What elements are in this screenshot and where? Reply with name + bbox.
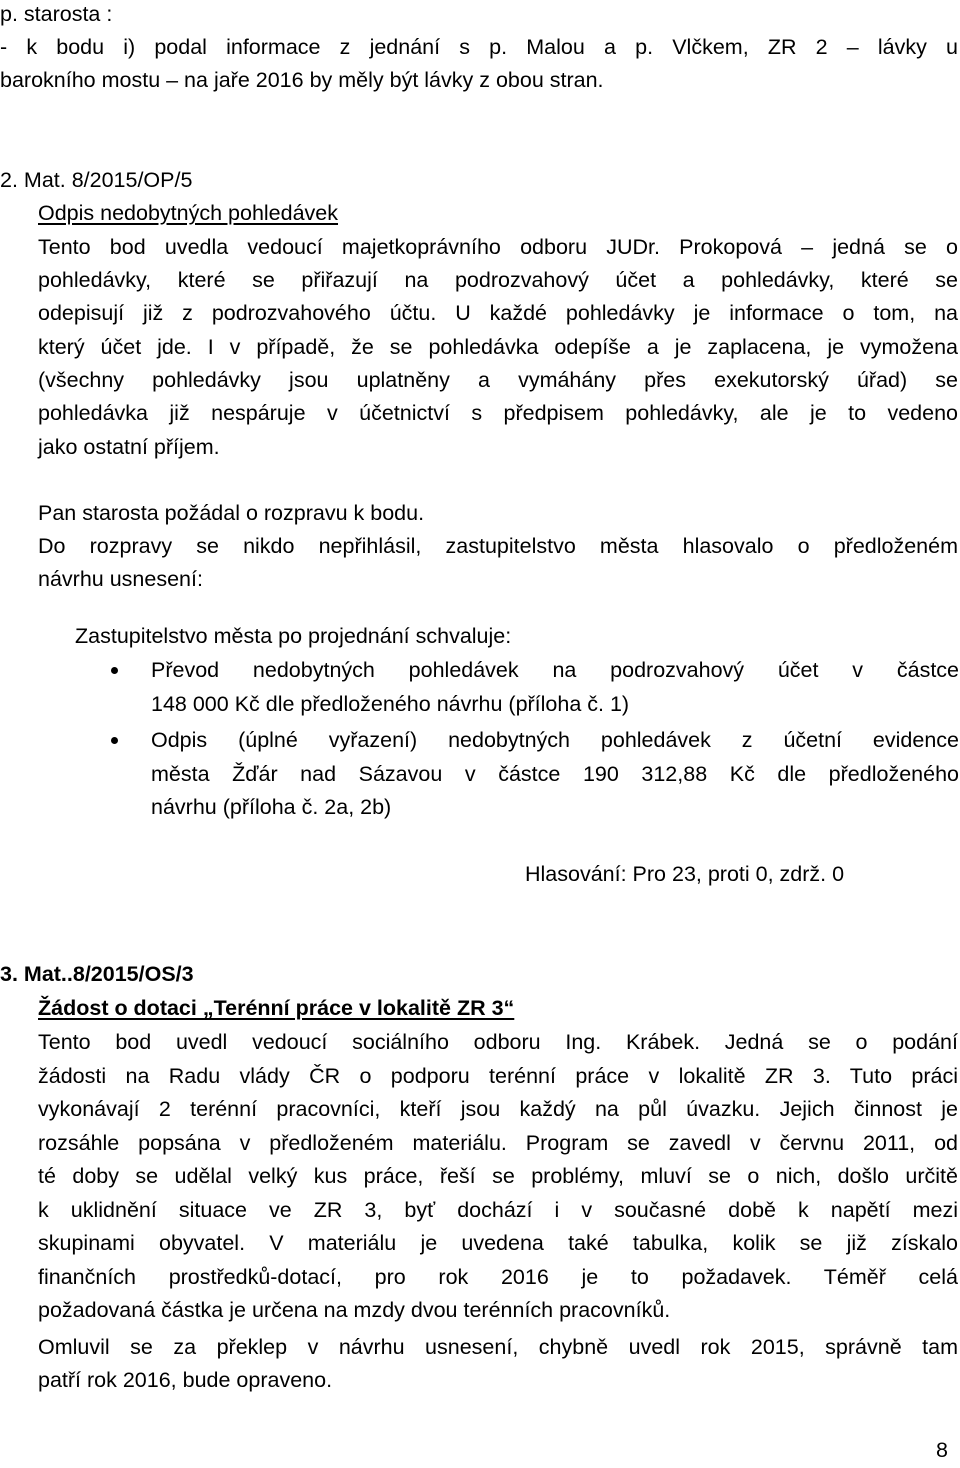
paragraph-line: jako ostatní příjem. bbox=[38, 435, 220, 459]
item-title: Odpis nedobytných pohledávek bbox=[38, 201, 339, 225]
page-number: 8 bbox=[936, 1438, 948, 1462]
closing-line: patří rok 2016, bude opraveno. bbox=[38, 1368, 333, 1392]
bullet-line: Odpis (úplné vyřazení) nedobytných pohledávek z účetní evidence bbox=[151, 728, 959, 752]
paragraph-line: pohledávky, které se přiřazují na podrozvahový účet a pohledávky, které se bbox=[38, 268, 958, 292]
item-title: Žádost o dotaci „Terénní práce v lokalitě ZR 3“ bbox=[38, 996, 515, 1020]
text-line: - k bodu i) podal informace z jednání s p. Malou a p. Vlčkem, ZR 2 – lávky u bbox=[0, 35, 958, 59]
paragraph-line: vykonávají 2 terénní pracovníci, kteří jsou každý na půl úvazku. Jejich činnost je bbox=[38, 1097, 958, 1121]
paragraph-line: Tento bod uvedl vedoucí sociálního odboru Ing. Krábek. Jedná se o podání bbox=[38, 1030, 958, 1054]
vote-result: Hlasování: Pro 23, proti 0, zdrž. 0 bbox=[525, 862, 845, 886]
closing-line: Omluvil se za překlep v návrhu usnesení, chybně uvedl rok 2015, správně tam bbox=[38, 1335, 958, 1359]
paragraph-line: žádosti na Radu vlády ČR o podporu terénní práce v lokalitě ZR 3. Tuto práci bbox=[38, 1064, 958, 1088]
bullet-line: Převod nedobytných pohledávek na podrozvahový účet v částce bbox=[151, 658, 959, 682]
paragraph-line: k uklidnění situace ve ZR 3, byť dochází i v současné době k napětí mezi bbox=[38, 1198, 958, 1222]
paragraph-line: pohledávka již nespáruje v účetnictví s předpisem pohledávky, ale je to vedeno bbox=[38, 401, 958, 425]
paragraph-line: požadovaná částka je určena na mzdy dvou terénních pracovníků. bbox=[38, 1298, 671, 1322]
item-number: 2. Mat. 8/2015/OP/5 bbox=[0, 168, 193, 192]
paragraph-line: skupinami obyvatel. V materiálu je uvedena také tabulka, kolik se již získalo bbox=[38, 1231, 958, 1255]
paragraph-line: rozsáhle popsána v předloženém materiálu. Program se zavedl v červnu 2011, od bbox=[38, 1131, 958, 1155]
bullet-line: 148 000 Kč dle předloženého návrhu (příloha č. 1) bbox=[151, 692, 630, 716]
resolution-intro: Zastupitelstvo města po projednání schvaluje: bbox=[75, 624, 512, 648]
debate-line: Do rozpravy se nikdo nepřihlásil, zastupitelstvo města hlasovalo o předloženém bbox=[38, 534, 958, 558]
paragraph-line: té doby se udělal velký kus práce, řeší se problémy, mluví se o nich, došlo určitě bbox=[38, 1164, 958, 1188]
bullet-line: návrhu (příloha č. 2a, 2b) bbox=[151, 795, 392, 819]
paragraph-line: finančních prostředků-dotací, pro rok 2016 je to požadavek. Téměř celá bbox=[38, 1265, 958, 1289]
bullet-icon bbox=[111, 667, 118, 674]
speaker-heading: p. starosta : bbox=[0, 2, 113, 26]
bullet-line: města Žďár nad Sázavou v částce 190 312,88 Kč dle předloženého bbox=[151, 762, 959, 786]
paragraph-line: odepisují již z podrozvahového účtu. U každé pohledávky je informace o tom, na bbox=[38, 301, 958, 325]
item-number: 3. Mat..8/2015/OS/3 bbox=[0, 962, 194, 986]
bullet-icon bbox=[111, 737, 118, 744]
paragraph-line: Tento bod uvedla vedoucí majetkoprávního odboru JUDr. Prokopová – jedná se o bbox=[38, 235, 958, 259]
text-line: barokního mostu – na jaře 2016 by měly být lávky z obou stran. bbox=[0, 68, 604, 92]
debate-line: Pan starosta požádal o rozpravu k bodu. bbox=[38, 501, 425, 525]
paragraph-line: který účet jde. I v případě, že se pohledávka odepíše a je zaplacena, je vymožena bbox=[38, 335, 958, 359]
paragraph-line: (všechny pohledávky jsou uplatněny a vymáhány přes exekutorský úřad) se bbox=[38, 368, 958, 392]
debate-line: návrhu usnesení: bbox=[38, 567, 203, 591]
